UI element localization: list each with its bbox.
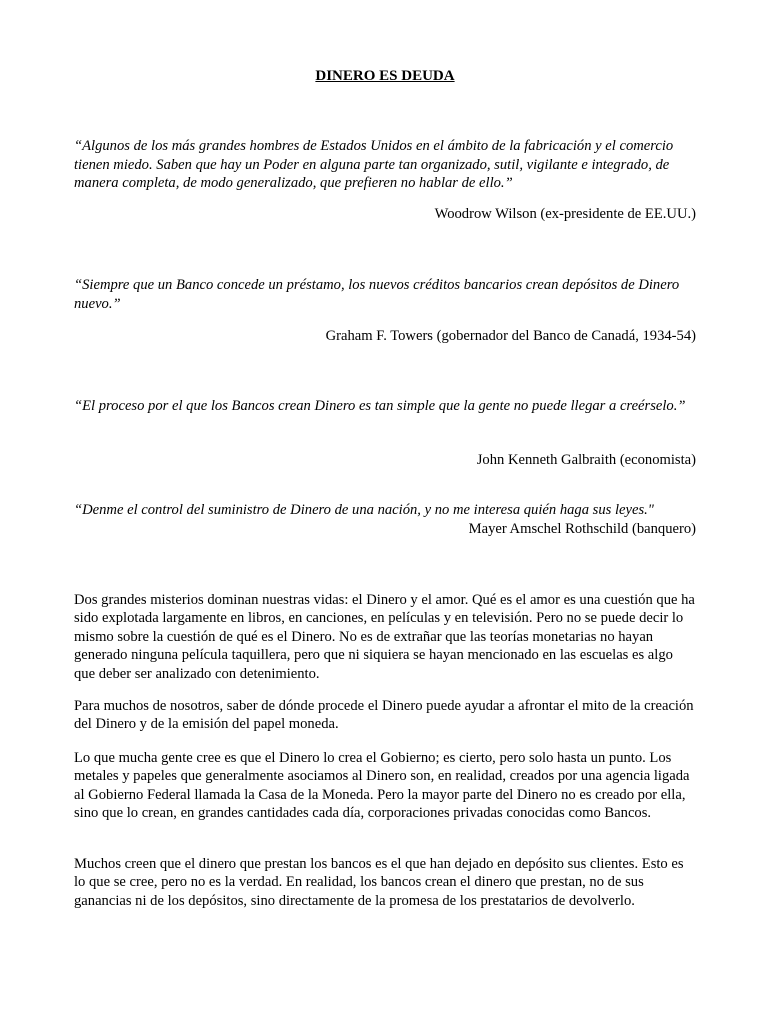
quote-author-galbraith: John Kenneth Galbraith (economista) — [476, 452, 696, 468]
body-paragraph-4: Muchos creen que el dinero que prestan los bancos es el que han dejado en depósito sus clientes. Esto es lo que se cree, pero no es la verdad. En realidad, los bancos crean el dinero que prestan, no de sus ganancias ni de los depósitos, sino directamente de la promesa de los prestatarios de devolverlo. — [74, 856, 684, 909]
quote-towers: “Siempre que un Banco concede un préstamo, los nuevos créditos bancarios crean depósitos de Dinero nuevo.” — [74, 277, 680, 312]
document-title: DINERO ES DEUDA — [315, 68, 455, 84]
body-paragraph-1: Dos grandes misterios dominan nuestras vidas: el Dinero y el amor. Qué es el amor es una cuestión que ha sido explotada largamente en libros, en canciones, en películas y en televisión. Pero no se puede decir lo mismo sobre la cuestión de qué es el Dinero. No es de extrañar que las teorías monetarias no hayan generado ninguna película taquillera, pero que ni siquiera se hayan mencionado en las escuelas es algo que deber ser analizado con detenimiento. — [74, 592, 695, 682]
quote-author-rothschild: Mayer Amschel Rothschild (banquero) — [468, 521, 696, 537]
body-paragraph-3: Lo que mucha gente cree es que el Dinero lo crea el Gobierno; es cierto, pero solo hasta un punto. Los metales y papeles que generalmente asociamos al Dinero son, en realidad, creados por una agencia ligada al Gobierno Federal llamada la Casa de la Moneda. Pero la mayor parte del Dinero no es creado por ella, sino que lo crean, en grandes cantidades cada día, corporaciones privadas conocidas como Bancos. — [74, 750, 690, 822]
quote-author-wilson: Woodrow Wilson (ex-presidente de EE.UU.) — [434, 206, 696, 222]
quote-wilson: “Algunos de los más grandes hombres de Estados Unidos en el ámbito de la fabricación y el comercio tienen miedo. Saben que hay un Poder en alguna parte tan organizado, sutil, vigilante e integrado, de manera completa, de modo generalizado, que prefieren no hablar de ello.” — [74, 138, 674, 191]
quote-author-towers: Graham F. Towers (gobernador del Banco de Canadá, 1934-54) — [325, 328, 696, 344]
quote-rothschild: “Denme el control del suministro de Dinero de una nación, y no me interesa quién haga sus leyes." — [74, 502, 654, 518]
body-paragraph-2: Para muchos de nosotros, saber de dónde procede el Dinero puede ayudar a afrontar el mito de la creación del Dinero y de la emisión del papel moneda. — [74, 698, 694, 733]
quote-galbraith: “El proceso por el que los Bancos crean Dinero es tan simple que la gente no puede llegar a creérselo.” — [74, 398, 686, 414]
document-page — [74, 0, 696, 1024]
